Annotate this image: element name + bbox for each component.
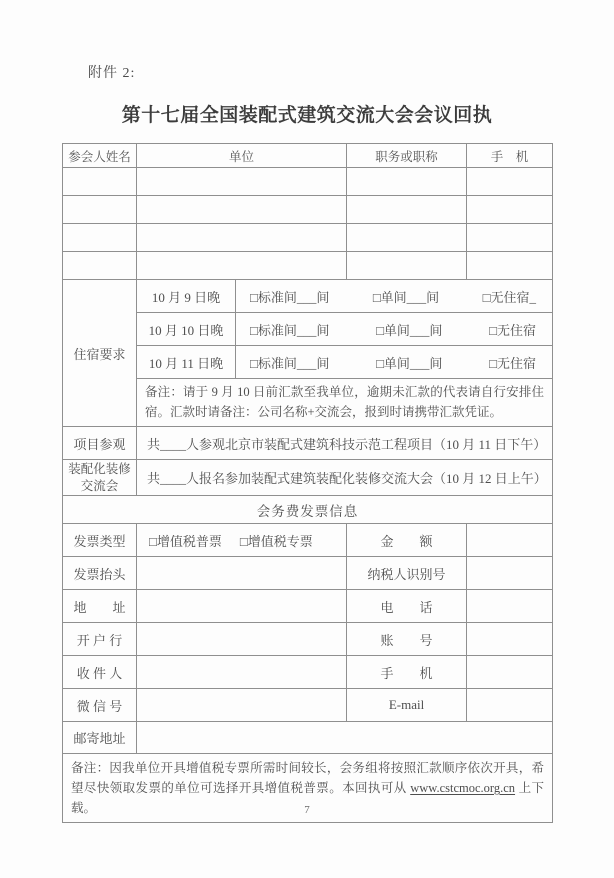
attendee-mobile-cell — [467, 224, 553, 252]
checkbox-option-vat-general: □增值税普票 — [149, 533, 222, 549]
checkbox-option-single-room: □单间___间 — [376, 355, 443, 371]
mailing-address-label: 邮寄地址 — [63, 722, 137, 754]
attendee-name-cell — [63, 252, 137, 280]
account-value-cell — [467, 623, 553, 656]
attendee-mobile-cell — [467, 168, 553, 196]
accommodation-options-cell — [236, 346, 553, 379]
invoice-section-title: 会务费发票信息 — [256, 503, 359, 519]
attendee-unit-cell — [137, 196, 347, 224]
invoice-type-options — [137, 531, 346, 550]
address-label: 地 址 — [63, 590, 137, 623]
decoration-meeting-label-line2: 交流会 — [80, 478, 119, 493]
attendee-name-cell — [63, 168, 137, 196]
attendee-position-cell — [347, 224, 467, 252]
wechat-value-cell — [137, 689, 347, 722]
accommodation-date: 10 月 9 日晚 — [137, 280, 236, 313]
accommodation-row — [63, 346, 553, 379]
invoice-type-label: 发票类型 — [63, 524, 137, 557]
attendee-name-cell — [63, 224, 137, 252]
attendee-unit-cell — [137, 168, 347, 196]
attendee-position-cell — [347, 168, 467, 196]
phone-label: 电 话 — [347, 590, 467, 623]
attendee-row — [63, 196, 553, 224]
taxpayer-id-label: 纳税人识别号 — [347, 557, 467, 590]
invoice-section-cell — [63, 496, 553, 524]
registration-form-table — [62, 143, 553, 823]
invoice-type-row — [63, 524, 553, 557]
invoice-row — [63, 656, 553, 689]
accommodation-note: 备注：请于 9 月 10 日前汇款至我单位，逾期未汇款的代表请自行安排住宿。汇款时请备注：公司名称+交流会，报到时请携带汇款凭证。 — [145, 385, 545, 419]
bank-label: 开 户 行 — [63, 623, 137, 656]
mailing-address-value-cell — [137, 722, 553, 754]
invoice-type-options-cell — [137, 524, 347, 557]
project-visit-label: 项目参观 — [63, 427, 137, 460]
checkbox-option-single-room: □单间___间 — [372, 289, 440, 305]
amount-value-cell — [467, 524, 553, 557]
accommodation-note-cell — [137, 379, 553, 427]
page-title: 第十七届全国装配式建筑交流大会会议回执 — [121, 105, 493, 126]
bank-value-cell — [137, 623, 347, 656]
attendee-row — [63, 252, 553, 280]
wechat-label: 微 信 号 — [63, 689, 137, 722]
checkbox-option-single-room: □单间___间 — [376, 322, 443, 338]
attendee-mobile-cell — [467, 252, 553, 280]
checkbox-option-vat-special: □增值税专票 — [239, 533, 313, 549]
accommodation-options — [236, 320, 552, 339]
footer-note-prefix: 备注：因我单位开具增值税专票所需时间较长，会务组将按照汇款顺序依次开具，希望尽快领取发票的单位可选择开具增值税普票。本回执可从 — [71, 761, 545, 795]
project-visit-row — [63, 427, 553, 460]
accommodation-label: 住宿要求 — [63, 280, 137, 427]
header-position: 职务或职称 — [347, 144, 467, 168]
accommodation-row — [63, 280, 553, 313]
invoice-row — [63, 623, 553, 656]
page-number: 7 — [304, 804, 310, 816]
amount-label: 金 额 — [347, 524, 467, 557]
download-url-link: www.cstcmoc.org.cn — [410, 781, 516, 795]
attendee-name-cell — [63, 196, 137, 224]
attendee-row — [63, 168, 553, 196]
recipient-label: 收 件 人 — [63, 656, 137, 689]
attendee-header-row — [63, 144, 553, 168]
accommodation-options-cell — [236, 280, 553, 313]
attendee-row — [63, 224, 553, 252]
account-label: 账 号 — [347, 623, 467, 656]
header-mobile: 手 机 — [467, 144, 553, 168]
footer-note-suffix: 上下载。 — [71, 781, 544, 815]
invoice-row — [63, 590, 553, 623]
header-attendee-name: 参会人姓名 — [63, 144, 137, 168]
attendee-position-cell — [347, 196, 467, 224]
decoration-meeting-row — [63, 460, 553, 496]
attachment-label: 附件 2: — [88, 66, 136, 81]
invoice-title-value-cell — [137, 557, 347, 590]
attendee-position-cell — [347, 252, 467, 280]
accommodation-options-cell — [236, 313, 553, 346]
accommodation-row — [63, 313, 553, 346]
mobile-label: 手 机 — [347, 656, 467, 689]
phone-value-cell — [467, 590, 553, 623]
project-visit-content: 共____人参观北京市装配式建筑科技示范工程项目（10 月 11 日下午） — [137, 427, 553, 460]
invoice-title-label: 发票抬头 — [63, 557, 137, 590]
decoration-meeting-label-line1: 装配化装修 — [68, 462, 131, 477]
mobile-value-cell — [467, 656, 553, 689]
invoice-row — [63, 689, 553, 722]
invoice-section-row — [63, 496, 553, 524]
accommodation-note-row — [63, 379, 553, 427]
attendee-unit-cell — [137, 252, 347, 280]
invoice-row — [63, 557, 553, 590]
attendee-unit-cell — [137, 224, 347, 252]
decoration-meeting-content: 共____人报名参加装配式建筑装配化装修交流大会（10 月 12 日上午） — [137, 460, 553, 496]
accommodation-date: 10 月 11 日晚 — [137, 346, 236, 379]
header-unit: 单位 — [137, 144, 347, 168]
accommodation-date: 10 月 10 日晚 — [137, 313, 236, 346]
address-value-cell — [137, 590, 347, 623]
decoration-meeting-label — [63, 460, 137, 496]
mailing-address-row — [63, 722, 553, 754]
accommodation-options — [236, 287, 552, 306]
taxpayer-id-value-cell — [467, 557, 553, 590]
checkbox-option-standard-room: □标准间___间 — [250, 322, 330, 338]
accommodation-options — [236, 353, 552, 372]
checkbox-option-no-room: □无住宿 — [489, 355, 537, 371]
checkbox-option-no-room: □无住宿_ — [482, 289, 537, 305]
recipient-value-cell — [137, 656, 347, 689]
attendee-mobile-cell — [467, 196, 553, 224]
checkbox-option-standard-room: □标准间___间 — [250, 289, 330, 305]
email-value-cell — [467, 689, 553, 722]
email-label: E-mail — [347, 689, 467, 722]
checkbox-option-no-room: □无住宿 — [489, 322, 537, 338]
checkbox-option-standard-room: □标准间___间 — [250, 355, 330, 371]
